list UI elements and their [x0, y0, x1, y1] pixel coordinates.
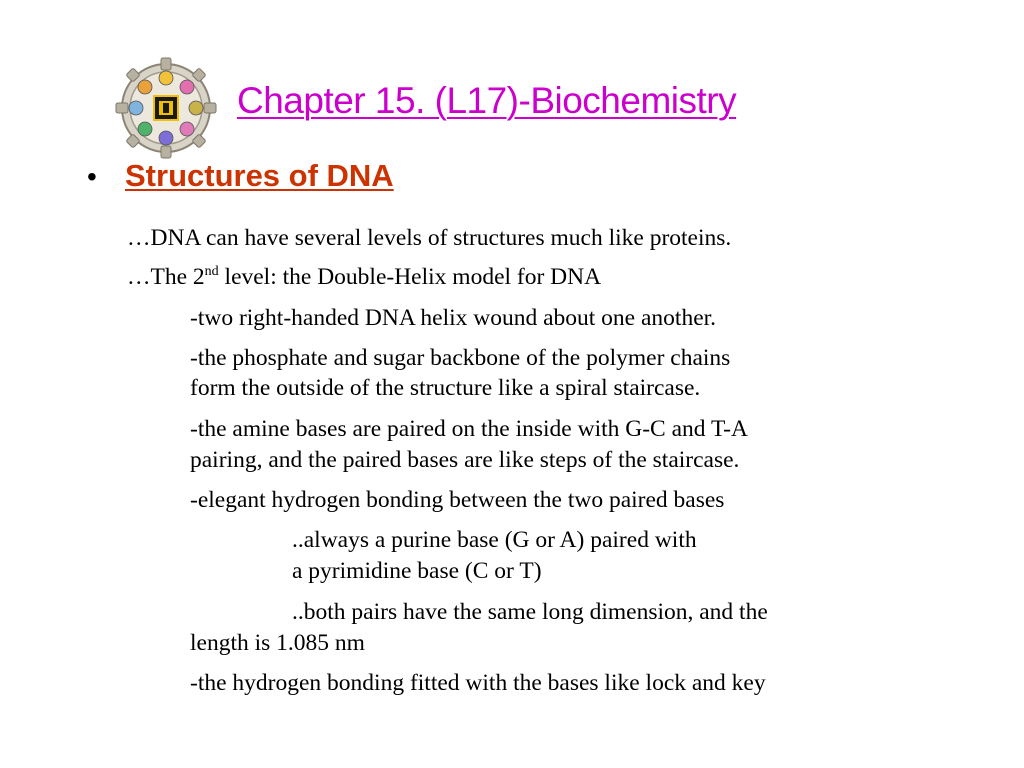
bullet-row: [87, 158, 394, 194]
body-line-1: …DNA can have several levels of structures much like proteins.: [127, 225, 732, 251]
logo-center: [154, 96, 178, 120]
body-line-3: -two right-handed DNA helix wound about one another.: [190, 305, 717, 331]
body-line-2: [127, 262, 601, 292]
chemistry-emblem-logo: [114, 56, 218, 160]
body-line-6: -elegant hydrogen bonding between the two paired bases: [190, 487, 725, 513]
body-line-2-pre: …The 2: [127, 264, 205, 290]
body-line-8b: length is 1.085 nm: [190, 630, 365, 656]
body-line-7b: a pyrimidine base (C or T): [292, 558, 542, 584]
body-line-8a: ..both pairs have the same long dimension, and the: [292, 599, 768, 625]
body-line-2-post: level: the Double-Helix model for DNA: [218, 264, 602, 290]
section-heading-link[interactable]: Structures of DNA: [125, 158, 394, 193]
ordinal-superscript: nd: [204, 264, 219, 279]
logo-graphic: [114, 56, 218, 160]
body-line-9: -the hydrogen bonding fitted with the bases like lock and key: [190, 670, 766, 696]
body-line-4b: form the outside of the structure like a spiral staircase.: [190, 375, 701, 401]
body-line-5b: pairing, and the paired bases are like steps of the staircase.: [190, 447, 740, 473]
body-line-4a: -the phosphate and sugar backbone of the polymer chains: [190, 345, 731, 371]
body-line-5a: -the amine bases are paired on the inside with G-C and T-A: [190, 416, 748, 442]
body-line-7a: ..always a purine base (G or A) paired with: [292, 527, 697, 553]
slide-title-link[interactable]: Chapter 15. (L17)-Biochemistry: [237, 80, 737, 121]
bullet-symbol: •: [87, 161, 97, 192]
